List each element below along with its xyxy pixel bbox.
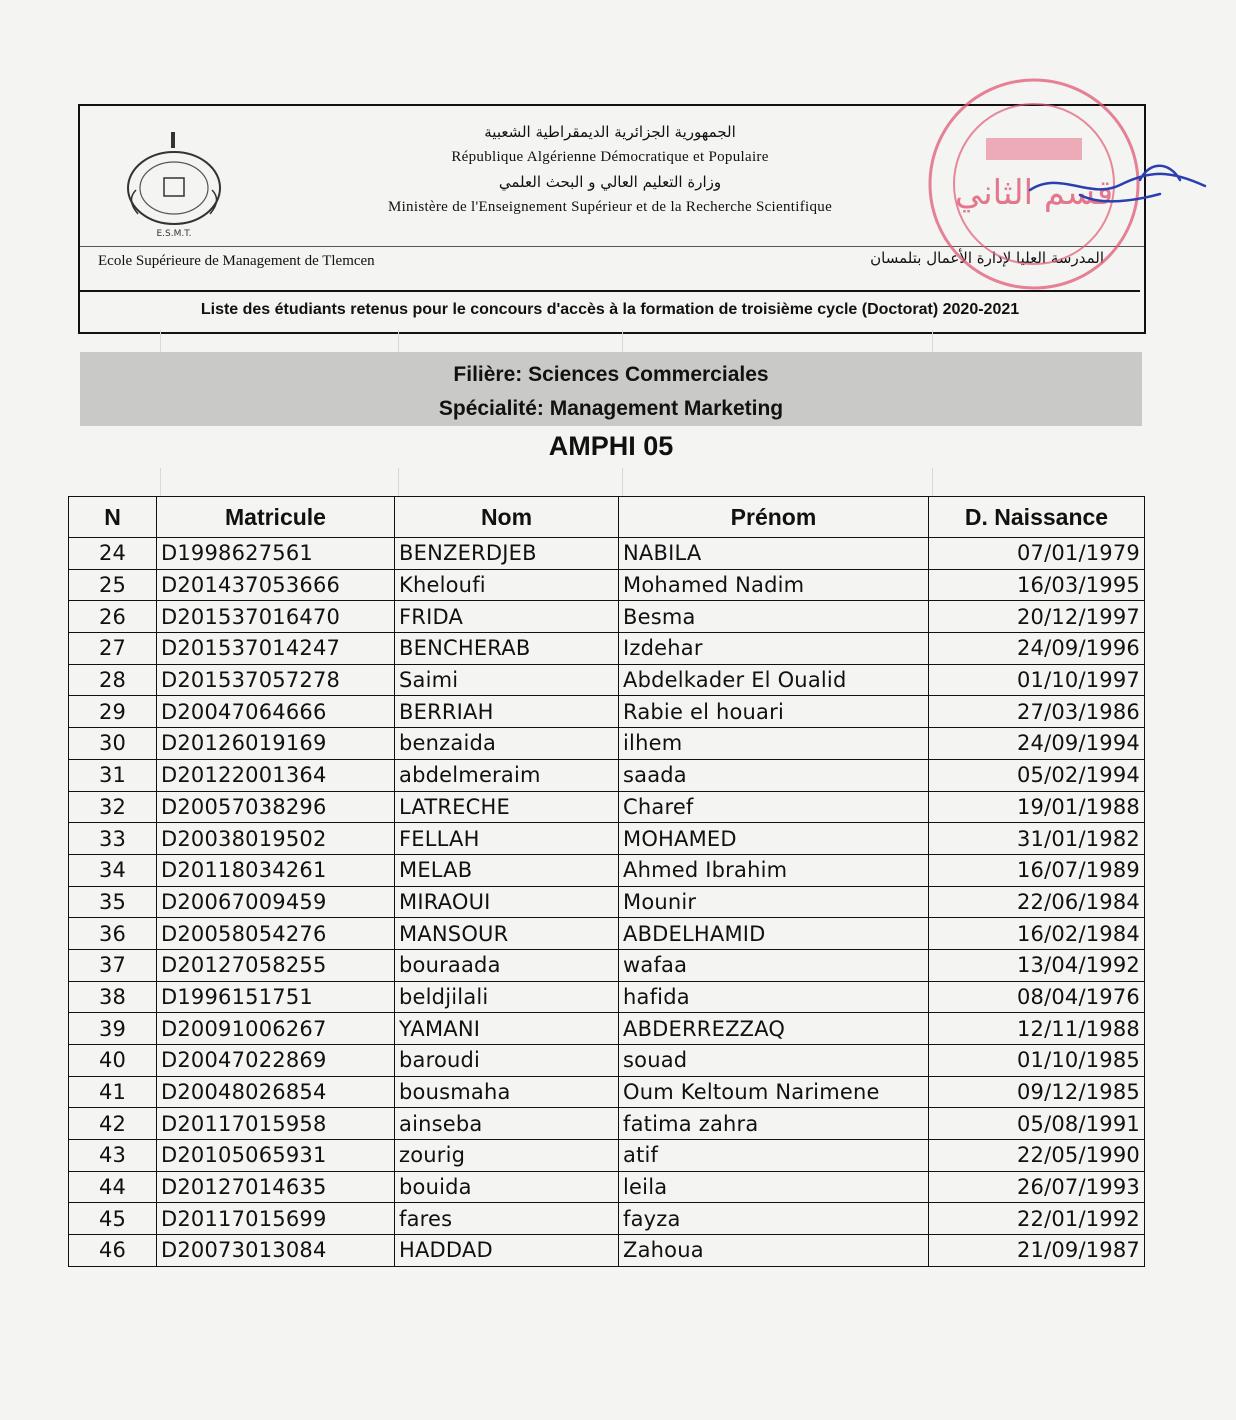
table-row bbox=[69, 633, 1145, 665]
cell-prenom: Mounir bbox=[619, 886, 929, 918]
cell-date-naissance: 05/02/1994 bbox=[929, 759, 1145, 791]
cell-nom: bouida bbox=[395, 1171, 619, 1203]
cell-prenom: Oum Keltoum Narimene bbox=[619, 1076, 929, 1108]
table-row bbox=[69, 1235, 1145, 1267]
table-body bbox=[69, 538, 1145, 1267]
cell-prenom: Besma bbox=[619, 601, 929, 633]
cell-date-naissance: 07/01/1979 bbox=[929, 538, 1145, 570]
column-header-date-naissance: D. Naissance bbox=[929, 497, 1145, 538]
grid-line bbox=[160, 468, 161, 496]
header-text bbox=[260, 120, 960, 220]
cell-nom: MIRAOUI bbox=[395, 886, 619, 918]
grid-line bbox=[622, 330, 623, 352]
stamp-text: قسم الثاني bbox=[954, 173, 1114, 213]
cell-matricule: D20048026854 bbox=[157, 1076, 395, 1108]
cell-nom: FELLAH bbox=[395, 823, 619, 855]
cell-date-naissance: 12/11/1988 bbox=[929, 1013, 1145, 1045]
cell-prenom: leila bbox=[619, 1171, 929, 1203]
table-row bbox=[69, 1140, 1145, 1172]
cell-n: 38 bbox=[69, 981, 157, 1013]
cell-date-naissance: 05/08/1991 bbox=[929, 1108, 1145, 1140]
cell-n: 37 bbox=[69, 949, 157, 981]
table-row bbox=[69, 728, 1145, 760]
cell-date-naissance: 16/07/1989 bbox=[929, 854, 1145, 886]
table-row bbox=[69, 696, 1145, 728]
french-republic-line: République Algérienne Démocratique et Populaire bbox=[451, 149, 769, 165]
students-table bbox=[68, 496, 1145, 1267]
table-row bbox=[69, 949, 1145, 981]
cell-matricule: D20118034261 bbox=[157, 854, 395, 886]
filiere-label: Filière: Sciences Commerciales bbox=[453, 363, 769, 386]
cell-nom: ainseba bbox=[395, 1108, 619, 1140]
list-title: Liste des étudiants retenus pour le concours d'accès à la formation de troisième cycle (Doctorat) 2020-2021 bbox=[80, 290, 1140, 328]
cell-n: 45 bbox=[69, 1203, 157, 1235]
cell-prenom: atif bbox=[619, 1140, 929, 1172]
logo-caption: E.S.M.T. bbox=[156, 229, 192, 239]
cell-prenom: hafida bbox=[619, 981, 929, 1013]
cell-date-naissance: 16/02/1984 bbox=[929, 918, 1145, 950]
cell-date-naissance: 26/07/1993 bbox=[929, 1171, 1145, 1203]
cell-n: 35 bbox=[69, 886, 157, 918]
cell-matricule: D20117015699 bbox=[157, 1203, 395, 1235]
cell-date-naissance: 24/09/1996 bbox=[929, 633, 1145, 665]
cell-matricule: D20073013084 bbox=[157, 1235, 395, 1267]
cell-prenom: wafaa bbox=[619, 949, 929, 981]
cell-date-naissance: 19/01/1988 bbox=[929, 791, 1145, 823]
cell-matricule: D20105065931 bbox=[157, 1140, 395, 1172]
cell-prenom: saada bbox=[619, 759, 929, 791]
cell-n: 27 bbox=[69, 633, 157, 665]
arabic-ministry-line: وزارة التعليم العالي و البحث العلمي bbox=[498, 173, 722, 191]
cell-matricule: D20126019169 bbox=[157, 728, 395, 760]
cell-prenom: Zahoua bbox=[619, 1235, 929, 1267]
cell-prenom: Mohamed Nadim bbox=[619, 569, 929, 601]
grid-line bbox=[622, 468, 623, 496]
cell-nom: Kheloufi bbox=[395, 569, 619, 601]
cell-prenom: Abdelkader El Oualid bbox=[619, 664, 929, 696]
cell-matricule: D20038019502 bbox=[157, 823, 395, 855]
cell-prenom: MOHAMED bbox=[619, 823, 929, 855]
cell-n: 40 bbox=[69, 1045, 157, 1077]
cell-n: 42 bbox=[69, 1108, 157, 1140]
grid-line bbox=[160, 330, 161, 352]
cell-date-naissance: 09/12/1985 bbox=[929, 1076, 1145, 1108]
cell-nom: LATRECHE bbox=[395, 791, 619, 823]
arabic-republic-line: الجمهورية الجزائرية الديمقراطية الشعبية bbox=[484, 123, 736, 141]
cell-prenom: ABDERREZZAQ bbox=[619, 1013, 929, 1045]
cell-date-naissance: 13/04/1992 bbox=[929, 949, 1145, 981]
cell-prenom: fayza bbox=[619, 1203, 929, 1235]
column-header-nom: Nom bbox=[395, 497, 619, 538]
cell-nom: zourig bbox=[395, 1140, 619, 1172]
cell-nom: YAMANI bbox=[395, 1013, 619, 1045]
cell-prenom: ABDELHAMID bbox=[619, 918, 929, 950]
cell-nom: BENCHERAB bbox=[395, 633, 619, 665]
school-logo-icon bbox=[116, 130, 232, 242]
cell-n: 32 bbox=[69, 791, 157, 823]
cell-n: 29 bbox=[69, 696, 157, 728]
table-row bbox=[69, 823, 1145, 855]
cell-date-naissance: 24/09/1994 bbox=[929, 728, 1145, 760]
cell-matricule: D20127058255 bbox=[157, 949, 395, 981]
cell-nom: bouraada bbox=[395, 949, 619, 981]
cell-matricule: D20091006267 bbox=[157, 1013, 395, 1045]
cell-date-naissance: 16/03/1995 bbox=[929, 569, 1145, 601]
table-row bbox=[69, 601, 1145, 633]
cell-prenom: NABILA bbox=[619, 538, 929, 570]
cell-prenom: Charef bbox=[619, 791, 929, 823]
grid-line bbox=[398, 468, 399, 496]
cell-n: 25 bbox=[69, 569, 157, 601]
table-row bbox=[69, 791, 1145, 823]
table-row bbox=[69, 918, 1145, 950]
table-row bbox=[69, 538, 1145, 570]
cell-date-naissance: 22/06/1984 bbox=[929, 886, 1145, 918]
cell-n: 44 bbox=[69, 1171, 157, 1203]
cell-n: 34 bbox=[69, 854, 157, 886]
cell-prenom: Rabie el houari bbox=[619, 696, 929, 728]
cell-date-naissance: 27/03/1986 bbox=[929, 696, 1145, 728]
cell-n: 36 bbox=[69, 918, 157, 950]
cell-date-naissance: 22/05/1990 bbox=[929, 1140, 1145, 1172]
cell-nom: MANSOUR bbox=[395, 918, 619, 950]
grid-line bbox=[398, 330, 399, 352]
table-row bbox=[69, 569, 1145, 601]
cell-date-naissance: 20/12/1997 bbox=[929, 601, 1145, 633]
cell-prenom: Izdehar bbox=[619, 633, 929, 665]
cell-nom: baroudi bbox=[395, 1045, 619, 1077]
cell-n: 30 bbox=[69, 728, 157, 760]
cell-nom: BENZERDJEB bbox=[395, 538, 619, 570]
cell-matricule: D20047064666 bbox=[157, 696, 395, 728]
cell-matricule: D201537016470 bbox=[157, 601, 395, 633]
column-header-prenom: Prénom bbox=[619, 497, 929, 538]
cell-nom: beldjilali bbox=[395, 981, 619, 1013]
cell-n: 24 bbox=[69, 538, 157, 570]
cell-date-naissance: 21/09/1987 bbox=[929, 1235, 1145, 1267]
cell-prenom: souad bbox=[619, 1045, 929, 1077]
cell-prenom: fatima zahra bbox=[619, 1108, 929, 1140]
cell-n: 33 bbox=[69, 823, 157, 855]
table-row bbox=[69, 854, 1145, 886]
table-header-row bbox=[69, 497, 1145, 538]
grid-line bbox=[932, 468, 933, 496]
table-row bbox=[69, 886, 1145, 918]
cell-matricule: D20117015958 bbox=[157, 1108, 395, 1140]
cell-nom: Saimi bbox=[395, 664, 619, 696]
cell-date-naissance: 22/01/1992 bbox=[929, 1203, 1145, 1235]
table-row bbox=[69, 1108, 1145, 1140]
cell-matricule: D20047022869 bbox=[157, 1045, 395, 1077]
table-row bbox=[69, 759, 1145, 791]
table-row bbox=[69, 1045, 1145, 1077]
cell-date-naissance: 01/10/1985 bbox=[929, 1045, 1145, 1077]
cell-matricule: D201537014247 bbox=[157, 633, 395, 665]
cell-matricule: D1998627561 bbox=[157, 538, 395, 570]
table-row bbox=[69, 1171, 1145, 1203]
cell-matricule: D20057038296 bbox=[157, 791, 395, 823]
french-ministry-line: Ministère de l'Enseignement Supérieur et de la Recherche Scientifique bbox=[387, 199, 833, 215]
school-name-arabic: المدرسة العليا لإدارة الأعمال بتلمسان bbox=[870, 249, 1104, 267]
table-row bbox=[69, 1203, 1145, 1235]
cell-matricule: D1996151751 bbox=[157, 981, 395, 1013]
table-row bbox=[69, 1013, 1145, 1045]
cell-prenom: Ahmed Ibrahim bbox=[619, 854, 929, 886]
grid-line bbox=[932, 330, 933, 352]
cell-date-naissance: 08/04/1976 bbox=[929, 981, 1145, 1013]
cell-matricule: D20127014635 bbox=[157, 1171, 395, 1203]
cell-matricule: D20058054276 bbox=[157, 918, 395, 950]
cell-nom: fares bbox=[395, 1203, 619, 1235]
cell-date-naissance: 31/01/1982 bbox=[929, 823, 1145, 855]
specialite-label: Spécialité: Management Marketing bbox=[438, 397, 784, 420]
cell-date-naissance: 01/10/1997 bbox=[929, 664, 1145, 696]
cell-matricule: D201537057278 bbox=[157, 664, 395, 696]
cell-matricule: D201437053666 bbox=[157, 569, 395, 601]
cell-nom: BERRIAH bbox=[395, 696, 619, 728]
cell-n: 31 bbox=[69, 759, 157, 791]
cell-nom: MELAB bbox=[395, 854, 619, 886]
school-name-french: Ecole Supérieure de Management de Tlemcen bbox=[98, 253, 375, 269]
cell-nom: HADDAD bbox=[395, 1235, 619, 1267]
cell-n: 43 bbox=[69, 1140, 157, 1172]
filiere-block bbox=[80, 358, 1142, 426]
table-row bbox=[69, 664, 1145, 696]
cell-n: 26 bbox=[69, 601, 157, 633]
table-row bbox=[69, 981, 1145, 1013]
signature-icon bbox=[1020, 150, 1220, 220]
column-header-n: N bbox=[69, 497, 157, 538]
cell-nom: benzaida bbox=[395, 728, 619, 760]
table-row bbox=[69, 1076, 1145, 1108]
cell-nom: bousmaha bbox=[395, 1076, 619, 1108]
cell-n: 28 bbox=[69, 664, 157, 696]
cell-n: 41 bbox=[69, 1076, 157, 1108]
cell-n: 39 bbox=[69, 1013, 157, 1045]
cell-nom: abdelmeraim bbox=[395, 759, 619, 791]
column-header-matricule: Matricule bbox=[157, 497, 395, 538]
cell-n: 46 bbox=[69, 1235, 157, 1267]
cell-prenom: ilhem bbox=[619, 728, 929, 760]
amphi-title: AMPHI 05 bbox=[548, 431, 674, 461]
cell-matricule: D20122001364 bbox=[157, 759, 395, 791]
cell-nom: FRIDA bbox=[395, 601, 619, 633]
cell-matricule: D20067009459 bbox=[157, 886, 395, 918]
